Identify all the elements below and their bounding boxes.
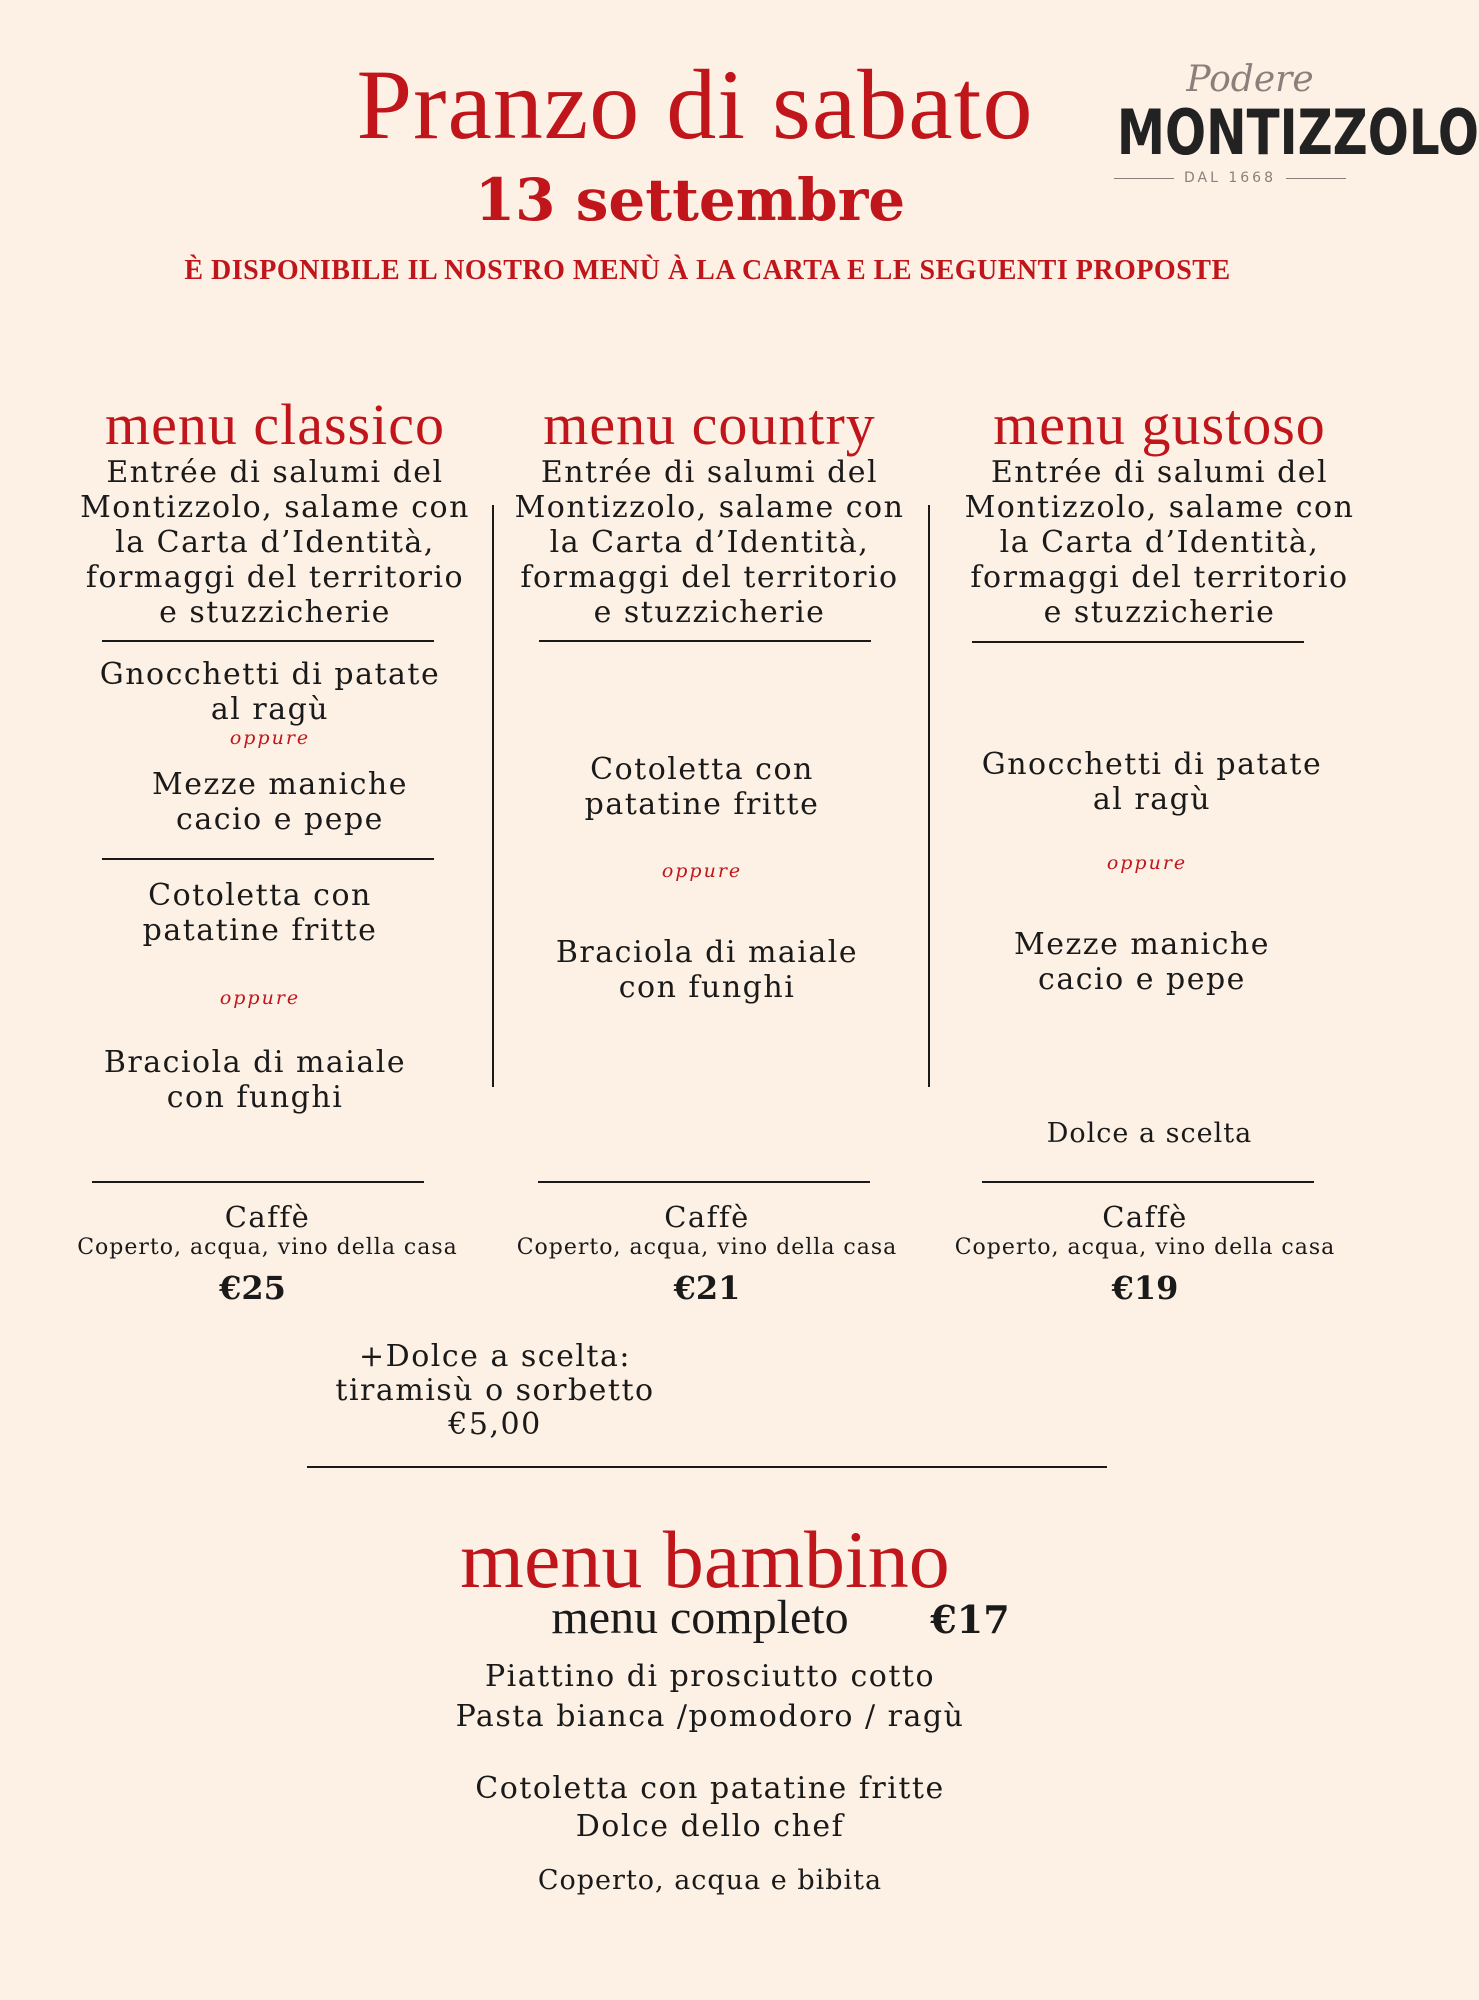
menu-country-entree: Entrée di salumi del Montizzolo, salame con la Carta d’Identità, formaggi del territorio e stuzzicherie: [514, 455, 905, 630]
menu-classico-included: Coperto, acqua, vino della casa: [77, 1235, 458, 1260]
menu-country-secondo-b: Braciola di maiale con funghi: [555, 935, 859, 1005]
menu-classico-entree: Entrée di salumi del Montizzolo, salame con la Carta d’Identità, formaggi del territorio e stuzzicherie: [80, 455, 470, 630]
menu-country-footer: [487, 1200, 927, 1308]
logo-script: Podere: [1186, 59, 1314, 100]
menu-classico-footer: [50, 1200, 485, 1308]
bambino-item-1: Piattino di prosciutto cotto: [484, 1659, 936, 1694]
menu-classico-primo-b: Mezze maniche cacio e pepe: [152, 767, 408, 837]
menu-gustoso-oppure: oppure: [1106, 852, 1188, 874]
logo-rule-right: [1286, 178, 1346, 179]
menu-bambino-price: €17: [930, 1597, 1010, 1642]
menu-classico-oppure-1: oppure: [229, 727, 311, 749]
extra-dessert-line2: tiramisù o sorbetto: [335, 1373, 655, 1408]
menu-classico-secondo-b: Braciola di maiale con funghi: [103, 1045, 407, 1115]
menu-gustoso-rule-1: [972, 641, 1304, 643]
logo-since: DAL 1668: [1184, 170, 1276, 186]
menu-bambino-subtitle: menu completo: [551, 1591, 849, 1644]
menu-gustoso-caffe: Caffè: [1102, 1200, 1188, 1234]
menu-gustoso-dolce: Dolce a scelta: [1046, 1118, 1253, 1149]
bambino-item-4: Dolce dello chef: [575, 1809, 845, 1844]
menu-classico-secondo-a: Cotoletta con patatine fritte: [142, 878, 378, 948]
column-menu-classico: [50, 392, 500, 1325]
menu-gustoso-primo-b: Mezze maniche cacio e pepe: [1014, 927, 1270, 997]
menu-classico-title: menu classico: [105, 392, 445, 457]
menu-classico-rule-1: [102, 640, 434, 642]
menu-classico-primo-a: Gnocchetti di patate al ragù: [99, 657, 441, 727]
menu-classico-rule-3: [92, 1181, 424, 1183]
bambino-item-2: Pasta bianca /pomodoro / ragù: [455, 1699, 965, 1734]
bambino-item-3: Cotoletta con patatine fritte: [475, 1771, 945, 1806]
menu-country-oppure: oppure: [661, 860, 743, 882]
menu-country-price: €21: [673, 1269, 741, 1307]
menu-country-title: menu country: [543, 392, 876, 457]
event-date: 13 settembre: [474, 166, 906, 234]
menu-country-caffe: Caffè: [664, 1200, 750, 1234]
logo-name: MONTIZZOLO: [1116, 96, 1479, 169]
menu-subtitle: È DISPONIBILE IL NOSTRO MENÙ À LA CARTA E LE SEGUENTI PROPOSTE: [184, 255, 1231, 286]
extra-dessert-line1: +Dolce a scelta:: [359, 1339, 631, 1374]
menu-classico-rule-2: [102, 858, 434, 860]
menu-classico-price: €25: [219, 1269, 286, 1307]
menu-gustoso-title: menu gustoso: [993, 392, 1326, 457]
extra-rule: [307, 1466, 1107, 1468]
menu-classico-caffe: Caffè: [224, 1200, 311, 1234]
bambino-included: Coperto, acqua e bibita: [537, 1865, 883, 1896]
extra-dessert-price: €5,00: [448, 1407, 542, 1442]
menu-gustoso-rule-2: [982, 1181, 1314, 1183]
page-title: Pranzo di sabato: [356, 49, 1034, 160]
menu-classico-oppure-2: oppure: [219, 987, 301, 1009]
menu-gustoso-primo-a: Gnocchetti di patate al ragù: [981, 747, 1323, 817]
menu-gustoso-price: €19: [1111, 1269, 1179, 1307]
extra-dessert: [270, 1340, 720, 1442]
menu-country-secondo-a: Cotoletta con patatine fritte: [584, 752, 820, 822]
logo-since-row: [1085, 170, 1375, 186]
montizzolo-logo: [1085, 59, 1479, 210]
menu-country-rule-1: [539, 640, 871, 642]
menu-bambino-title: menu bambino: [460, 1514, 950, 1605]
menu-gustoso-included: Coperto, acqua, vino della casa: [954, 1235, 1336, 1260]
menu-gustoso-entree: Entrée di salumi del Montizzolo, salame con la Carta d’Identità, formaggi del territorio e stuzzicherie: [964, 455, 1355, 630]
column-menu-country: [487, 392, 932, 1095]
logo-rule-left: [1114, 178, 1174, 179]
menu-gustoso-footer: [925, 1200, 1365, 1308]
menu-bambino-items: [380, 1657, 1040, 1898]
menu-country-rule-2: [538, 1181, 870, 1183]
menu-country-included: Coperto, acqua, vino della casa: [516, 1235, 898, 1260]
column-menu-gustoso: [932, 392, 1387, 1195]
